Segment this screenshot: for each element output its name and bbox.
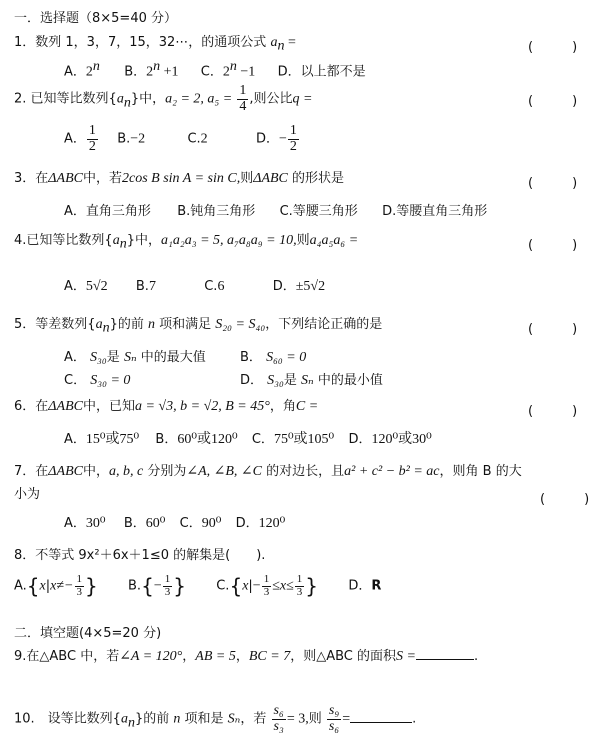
q3-opt-a: 直角三角形 xyxy=(85,204,151,219)
q6-options xyxy=(64,433,432,447)
q8-opt-c-mid2: ≤x≤ xyxy=(272,578,294,594)
q3-stem xyxy=(14,172,344,186)
q8-opt-a-pre: x xyxy=(39,578,46,594)
q8-opt-b-lbrace: { xyxy=(141,574,154,599)
q8-opt-a-rbrace: } xyxy=(85,574,98,599)
q4-seq: a xyxy=(112,233,120,248)
q3-text3: 则 xyxy=(240,171,254,186)
q5-opt-b xyxy=(240,351,306,365)
q6-text3: ，角 xyxy=(269,399,296,414)
q8-opt-c-frac1 xyxy=(262,574,272,598)
q7-opt-c: 90⁰ xyxy=(201,516,222,531)
q10-frac1-den: s₃ xyxy=(273,718,284,734)
q3-opt-b-label: B. xyxy=(177,204,191,219)
q2-frac-den: 4 xyxy=(239,98,247,114)
q5-stem xyxy=(14,318,382,336)
q9-t4: ，则△ABC 的面积 xyxy=(290,649,397,664)
q5-opt-a-text2: 中的最大值 xyxy=(140,350,206,365)
q5-opt-d xyxy=(240,374,383,388)
q5-opt-d-math: S₃₀ xyxy=(267,373,284,388)
q9-eq2: AB = 5 xyxy=(195,649,236,664)
q1-opt-c-tail: −1 xyxy=(236,64,256,80)
q7-line2: 小为 xyxy=(14,487,41,502)
q4-answer-paren: ( ) xyxy=(528,238,578,253)
q6-eq: a = √3, b = √2, B = 45° xyxy=(134,399,270,414)
q8-opt-c-lbrace: { xyxy=(229,574,243,599)
q1-text: 数列 1，3，7，15，32⋯，的通项公式 xyxy=(35,35,267,50)
q5-opt-c-label: C． xyxy=(64,373,87,388)
q2-q: q = xyxy=(292,91,313,107)
q2-opt-a-frac xyxy=(87,124,98,154)
q3-num: 3． xyxy=(14,171,36,186)
q10-t3: 项和是 xyxy=(184,711,224,727)
q1-opt-d-label: D． xyxy=(277,64,301,80)
q8-opt-a-label: A. xyxy=(14,578,27,594)
q5-num: 5． xyxy=(14,317,36,332)
q6-opt-d: 120⁰或30⁰ xyxy=(371,432,432,447)
q5-opt-a-text: 是 xyxy=(106,350,120,365)
q4-text2: }中， xyxy=(126,233,161,248)
q5-eq: S₂₀ = S₄₀ xyxy=(215,317,266,332)
q7-answer-paren: ( ) xyxy=(540,492,590,507)
q5-opt-c xyxy=(64,374,130,388)
q6-num: 6． xyxy=(14,399,36,414)
q8-opt-a-num: 1 xyxy=(76,573,82,585)
q4-opt-d-label: D． xyxy=(272,279,296,294)
q4-opt-b-label: B. xyxy=(135,279,149,294)
q5-answer-paren: ( ) xyxy=(528,322,578,337)
q6-answer-paren: ( ) xyxy=(528,404,578,419)
q1-opt-b: 2 xyxy=(146,64,154,80)
q10-answer-blank[interactable] xyxy=(350,722,412,723)
q2-opt-b: −2 xyxy=(130,131,146,147)
q7-vars: a, b, c xyxy=(108,464,144,479)
q8-opt-a-den: 3 xyxy=(76,585,82,598)
q7-options xyxy=(64,517,285,531)
q2-text2: }中， xyxy=(130,91,166,107)
q10-tail: . xyxy=(412,711,417,727)
q8-opt-c-num2: 1 xyxy=(296,573,303,585)
q8-opt-d: R xyxy=(371,578,382,594)
q5-opt-a-math2: Sₙ xyxy=(123,350,137,365)
q10-eq: = 3, xyxy=(286,711,309,727)
q2-options xyxy=(64,124,300,154)
q3-text2: 中，若 xyxy=(82,171,122,186)
q4-opt-d: ±5√2 xyxy=(295,279,326,294)
q7-stem xyxy=(14,465,522,479)
q2-opt-a-label: A． xyxy=(64,131,86,147)
q7-text3: 分别为 xyxy=(147,464,187,479)
q10-seq: a xyxy=(120,711,128,727)
q2-seq: a xyxy=(116,91,124,107)
q7-tri: ΔABC xyxy=(48,464,83,479)
q10-stem xyxy=(14,704,416,734)
q3-tri2: ΔABC xyxy=(253,171,288,186)
q8-opt-c-frac2 xyxy=(295,574,305,598)
q6-opt-c-label: C． xyxy=(251,432,274,447)
q3-eq: 2cos B sin A = sin C, xyxy=(121,171,241,186)
q1-opt-b-sup: n xyxy=(153,59,161,74)
q1-eq: = xyxy=(284,35,296,50)
q4-options xyxy=(64,280,325,294)
q9-text: 9.在△ABC 中，若 xyxy=(14,649,120,664)
q3-opt-c-label: C. xyxy=(279,204,293,219)
q3-answer-paren: ( ) xyxy=(528,176,578,191)
q2-opt-d-pre: − xyxy=(278,131,287,147)
q8-opt-c-num1: 1 xyxy=(263,573,270,585)
q1-opt-a: 2 xyxy=(85,64,93,80)
q7-opt-a: 30⁰ xyxy=(85,516,106,531)
q6-opt-b: 60⁰或120⁰ xyxy=(177,432,238,447)
q8-options: A.{x|x≠− $\frac{1}{3}$ } B.{− $\frac{1}{3}$ } C.{x|− $\frac{1}{3}$ ≤x≤ $\frac{1}{3}$ } D．R xyxy=(14,573,382,599)
q1-opt-b-label: B． xyxy=(124,64,147,80)
q6-ask: C = xyxy=(295,399,319,414)
q10-frac2-den: s₆ xyxy=(328,718,340,734)
q8-opt-c-den1: 3 xyxy=(263,585,270,598)
q8-opt-b-rbrace: } xyxy=(173,574,186,599)
q9-answer-blank[interactable] xyxy=(416,659,474,660)
q1-options xyxy=(64,60,366,79)
q8-opt-c-mid: − xyxy=(252,578,261,594)
q3-text: 在 xyxy=(35,171,49,186)
q7-opt-a-label: A． xyxy=(64,516,86,531)
q7-text4: 的对边长，且 xyxy=(266,464,345,479)
q4-text3: 则 xyxy=(296,233,310,248)
q9-eq: ∠A = 120° xyxy=(119,649,183,664)
q2-seqsub: n xyxy=(123,95,131,111)
q5-opt-a-math: S₃₀ xyxy=(90,350,107,365)
q1-opt-c: 2 xyxy=(222,64,230,80)
q9-t3: ， xyxy=(235,649,249,664)
q3-opt-d-label: D. xyxy=(382,204,397,219)
q8-opt-b-label: B. xyxy=(128,578,142,594)
section2-title: 二．填空题(4×5=20 分) xyxy=(14,626,162,641)
q6-stem xyxy=(14,400,318,414)
q2-opt-c-label: C. xyxy=(187,131,201,147)
q1-stem xyxy=(14,36,296,54)
q2-opt-d-label: D． xyxy=(255,131,279,147)
q7-opt-d-label: D． xyxy=(235,516,259,531)
q5-opt-c-math: S₃₀ = 0 xyxy=(90,373,131,388)
q1-opt-c-sup: n xyxy=(229,59,237,74)
q5-text2: }的前 xyxy=(109,317,144,332)
q7-opt-b: 60⁰ xyxy=(145,516,166,531)
q6-opt-a-label: A． xyxy=(64,432,86,447)
q3-text4: 的形状是 xyxy=(292,171,345,186)
q4-opt-c-label: C. xyxy=(204,279,218,294)
q2-answer-paren: ( ) xyxy=(528,94,578,109)
q10-n: n xyxy=(173,711,181,727)
q1-sub: n xyxy=(277,38,285,54)
q10-sn: Sₙ xyxy=(227,711,241,727)
q5-seqsub: n xyxy=(102,320,110,336)
q5-text3: 项和满足 xyxy=(159,317,212,332)
q10-frac2 xyxy=(327,704,341,734)
q7-eq: a² + c² − b² = ac xyxy=(344,464,440,479)
q6-opt-c: 75⁰或105⁰ xyxy=(273,432,335,447)
q8-opt-c-pre: x xyxy=(242,578,249,594)
q3-opt-d: 等腰直角三角形 xyxy=(396,204,488,219)
q9-tail: . xyxy=(473,649,479,664)
q2-opt-a-den: 2 xyxy=(88,138,96,154)
q2-opt-d-num: 1 xyxy=(289,123,297,138)
q2-opt-a-num: 1 xyxy=(88,123,96,138)
q5-n: n xyxy=(147,317,155,332)
q8-opt-b-num: 1 xyxy=(164,573,171,585)
q2-opt-d-den: 2 xyxy=(289,138,297,154)
q7-opt-d: 120⁰ xyxy=(258,516,286,531)
q3-options xyxy=(64,205,487,218)
q9-t2: ， xyxy=(182,649,196,664)
q10-t4: ，若 xyxy=(240,711,267,727)
q2-opt-b-label: B. xyxy=(117,131,131,147)
q3-opt-b: 钝角三角形 xyxy=(190,204,256,219)
q10-text: 10. 设等比数列{ xyxy=(14,711,121,727)
q8-opt-a-frac xyxy=(75,574,85,598)
q2-text3: ,则公比 xyxy=(249,91,293,107)
q1-num: 1． xyxy=(14,35,36,50)
q8-stem xyxy=(14,549,265,562)
q8-num: 8． xyxy=(14,548,36,563)
q7-text5: ，则角 B 的大 xyxy=(439,464,522,479)
q1-answer-paren: ( ) xyxy=(528,40,578,55)
q9-eq3: BC = 7 xyxy=(248,649,291,664)
q10-seqsub: n xyxy=(127,715,135,731)
q8-opt-c-den2: 3 xyxy=(296,585,303,598)
q5-seq: a xyxy=(95,317,103,332)
q5-opt-d-label: D． xyxy=(240,373,264,388)
q9-stem xyxy=(14,650,478,664)
q5-text: 等差数列{ xyxy=(35,317,96,332)
q5-opt-d-math2: Sₙ xyxy=(301,373,314,388)
q6-text2: 中，已知 xyxy=(82,399,135,414)
q6-opt-d-label: D． xyxy=(348,432,372,447)
q4-opt-a: 5√2 xyxy=(85,279,108,294)
q8-opt-b-pre: − xyxy=(153,578,162,594)
q1-opt-a-sup: n xyxy=(92,59,100,74)
section1-title: 一．选择题（8×5=40 分） xyxy=(14,11,178,26)
q4-opt-c: 6 xyxy=(217,279,225,294)
q7-num: 7． xyxy=(14,464,36,479)
q8-text: 不等式 9x²＋6x＋1≤0 的解集是( ). xyxy=(35,548,266,563)
q1-opt-c-label: C． xyxy=(200,64,223,80)
q2-text: 已知等比数列{ xyxy=(30,91,117,107)
q10-t2: }的前 xyxy=(134,711,170,727)
q7-text: 在 xyxy=(35,464,49,479)
q6-opt-b-label: B． xyxy=(155,432,178,447)
q3-tri: ΔABC xyxy=(48,171,83,186)
q8-opt-c-label: C. xyxy=(216,578,230,594)
q10-eq2: = xyxy=(342,711,351,727)
q4-ask: a₄a₅a₆ = xyxy=(309,233,359,248)
q8-opt-d-label: D． xyxy=(348,578,372,594)
q4-opt-b: 7 xyxy=(148,279,156,294)
q3-opt-c: 等腰三角形 xyxy=(292,204,358,219)
q5-text4: ，下列结论正确的是 xyxy=(265,317,383,332)
q2-stem xyxy=(14,84,312,114)
q2-frac xyxy=(237,84,248,114)
q7-opt-b-label: B． xyxy=(123,516,146,531)
q8-opt-b-frac xyxy=(163,574,173,598)
q6-text: 在 xyxy=(35,399,49,414)
q7-opt-c-label: C． xyxy=(179,516,202,531)
q1-math: a xyxy=(270,35,278,50)
q5-opt-a xyxy=(64,351,206,365)
q6-opt-a: 15⁰或75⁰ xyxy=(85,432,140,447)
q8-opt-c-rbrace: } xyxy=(305,574,319,599)
q4-opt-a-label: A． xyxy=(64,279,86,294)
q2-frac-num: 1 xyxy=(239,83,247,98)
q4-seqsub: n xyxy=(119,236,127,252)
q1-opt-a-label: A． xyxy=(64,64,86,80)
q7-angles: ∠A, ∠B, ∠C xyxy=(186,464,262,479)
q1-opt-b-tail: +1 xyxy=(160,64,179,80)
q2-num: 2. xyxy=(14,91,27,107)
q2-opt-d-frac xyxy=(288,124,299,154)
q4-text: 已知等比数列{ xyxy=(26,233,113,248)
q10-frac2-num: s₉ xyxy=(328,703,340,718)
q3-opt-a-label: A． xyxy=(64,204,86,219)
q10-t5: 则 xyxy=(308,711,322,727)
q6-tri: ΔABC xyxy=(48,399,83,414)
q5-opt-b-label: B． xyxy=(240,350,262,365)
q1-opt-d: 以上都不是 xyxy=(300,64,366,80)
q2-cond: a₂ = 2, a₅ = xyxy=(165,91,233,107)
q4-num: 4. xyxy=(14,233,27,248)
q4-eq: a₁a₂a₃ = 5, a₇a₈a₉ = 10, xyxy=(160,233,297,248)
q4-stem xyxy=(14,234,358,252)
q8-opt-b-den: 3 xyxy=(164,585,171,598)
q8-opt-a-lbrace: { xyxy=(26,574,40,599)
q9-ask: S = xyxy=(396,649,416,664)
q10-frac1-num: s₆ xyxy=(273,703,284,718)
q10-frac1 xyxy=(272,704,286,734)
q5-opt-d-text: 是 xyxy=(283,373,297,388)
q5-opt-d-text2: 中的最小值 xyxy=(317,373,383,388)
q7-text2: 中， xyxy=(82,464,109,479)
q5-opt-a-label: A． xyxy=(64,350,86,365)
q8-opt-a-mid: x≠− xyxy=(50,578,74,594)
q2-opt-c: 2 xyxy=(200,131,208,147)
q5-opt-b-math: S₆₀ = 0 xyxy=(266,350,307,365)
